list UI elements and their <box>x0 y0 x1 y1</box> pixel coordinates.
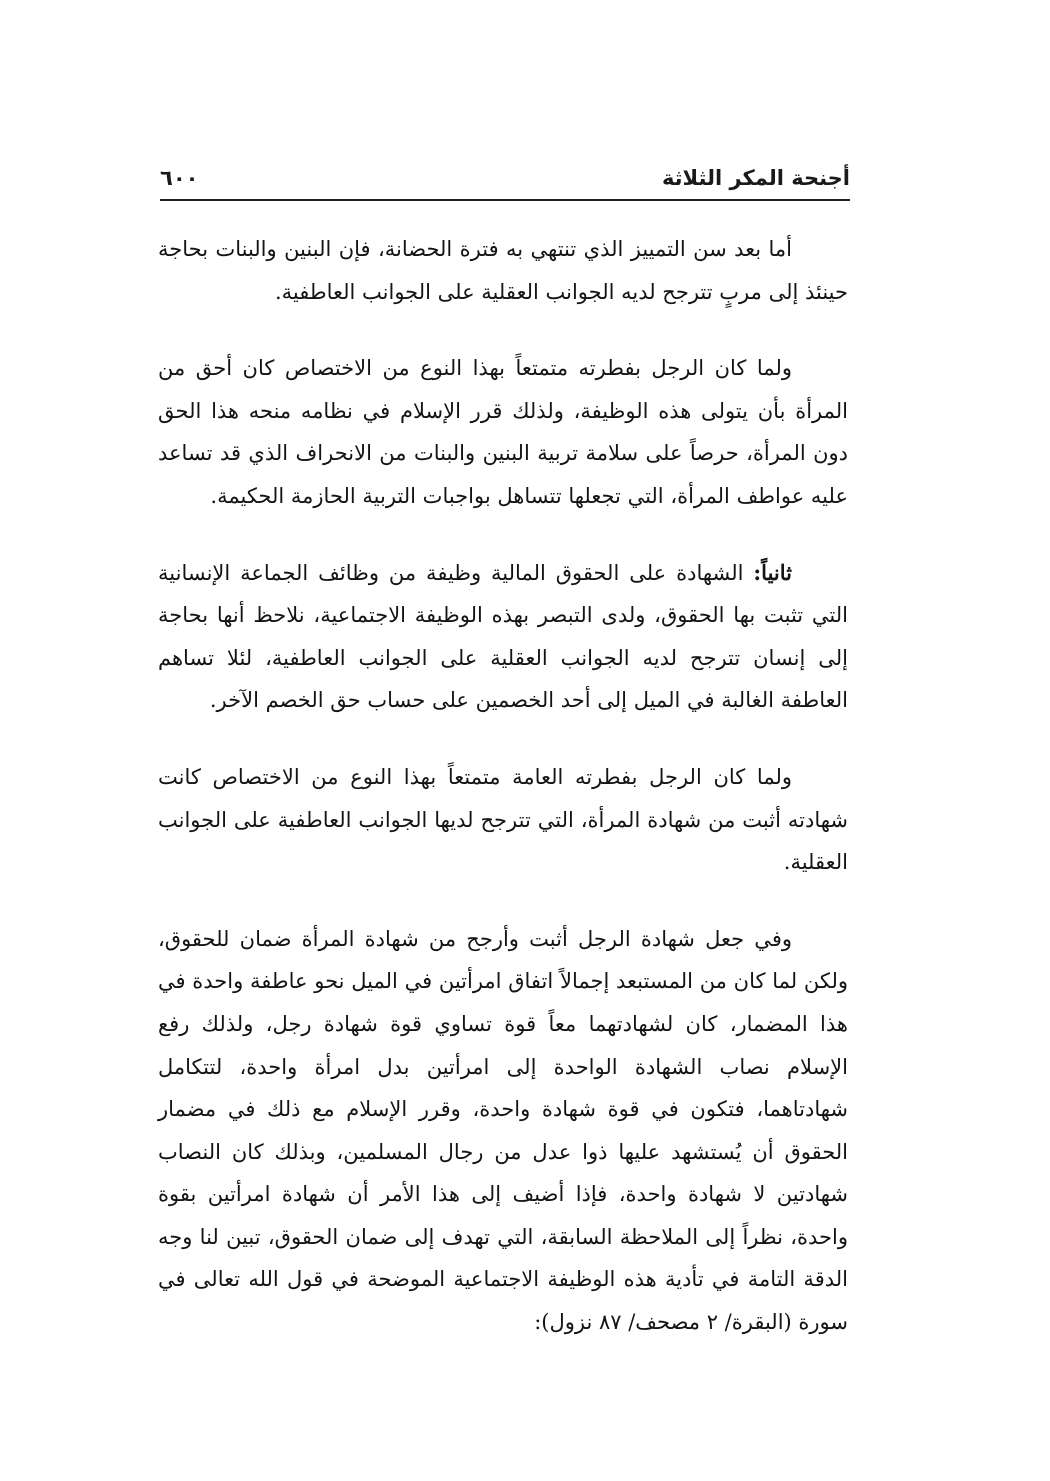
paragraph <box>158 552 848 722</box>
paragraph-text: الشهادة على الحقوق المالية وظيفة من وظائف الجماعة الإنسانية التي تثبت بها الحقوق، ولدى التبصر بهذه الوظيفة الاجتماعية، نلاحظ أنها بحاجة إلى إنسان تترجح لديه الجوانب العقلية على الجوانب العاطفية، لئلا تساهم العاطفة الغالبة في الميل إلى أحد الخصمين على حساب حق الخصم الآخر. <box>158 560 848 713</box>
paragraph <box>158 918 848 1344</box>
running-title: أجنحة المكر الثلاثة <box>661 166 850 190</box>
paragraph-text: ولما كان الرجل بفطرته متمتعاً بهذا النوع من الاختصاص كان أحق من المرأة بأن يتولى هذه الوظيفة، ولذلك قرر الإسلام في نظامه منحه هذا الحق دون المرأة، حرصاً على سلامة تربية البنين والبنات من الانحراف الذي قد تساعد عليه عواطف المرأة، التي تجعلها تتساهل بواجبات التربية الحازمة الحكيمة. <box>158 356 848 508</box>
paragraph <box>158 228 848 313</box>
paragraph-text: ولما كان الرجل بفطرته العامة متمتعاً بهذا النوع من الاختصاص كانت شهادته أثبت من شهادة المرأة، التي تترجح لديها الجوانب العاطفية على الجوانب العقلية. <box>158 764 848 875</box>
page-body <box>158 228 848 1344</box>
paragraph <box>158 347 848 517</box>
paragraph-text: أما بعد سن التمييز الذي تنتهي به فترة الحضانة، فإن البنين والبنات بحاجة حينئذ إلى مربٍ تترجح لديه الجوانب العقلية على الجوانب العاطفية. <box>158 237 848 304</box>
paragraph-text: وفي جعل شهادة الرجل أثبت وأرجح من شهادة المرأة ضمان للحقوق، ولكن لما كان من المستبعد إجمالاً اتفاق امرأتين في الميل نحو عاطفة واحدة في هذا المضمار، كان لشهادتهما معاً قوة تساوي قوة شهادة رجل، ولذلك رفع الإسلام نصاب الشهادة الواحدة إلى امرأتين بدل امرأة واحدة، لتتكامل شهادتاهما، فتكون في قوة شهادة واحدة، وقرر الإسلام مع ذلك في مضمار الحقوق أن يُستشهد عليها ذوا عدل من رجال المسلمين، وبذلك كان النصاب شهادتين لا شهادة واحدة، فإذا أضيف إلى هذا الأمر أن شهادة امرأتين بقوة واحدة، نظراً إلى الملاحظة السابقة، التي تهدف إلى ضمان الحقوق، تبين لنا وجه الدقة التامة في تأدية هذه الوظيفة الاجتماعية الموضحة في قول الله تعالى في سورة (البقرة/ ٢ مصحف/ ٨٧ نزول): <box>158 926 848 1335</box>
page-number: ٦٠٠ <box>160 166 199 190</box>
header-rule <box>160 199 850 201</box>
paragraph-lead: ثانياً: <box>753 559 792 585</box>
page-header <box>160 160 850 200</box>
paragraph <box>158 756 848 884</box>
